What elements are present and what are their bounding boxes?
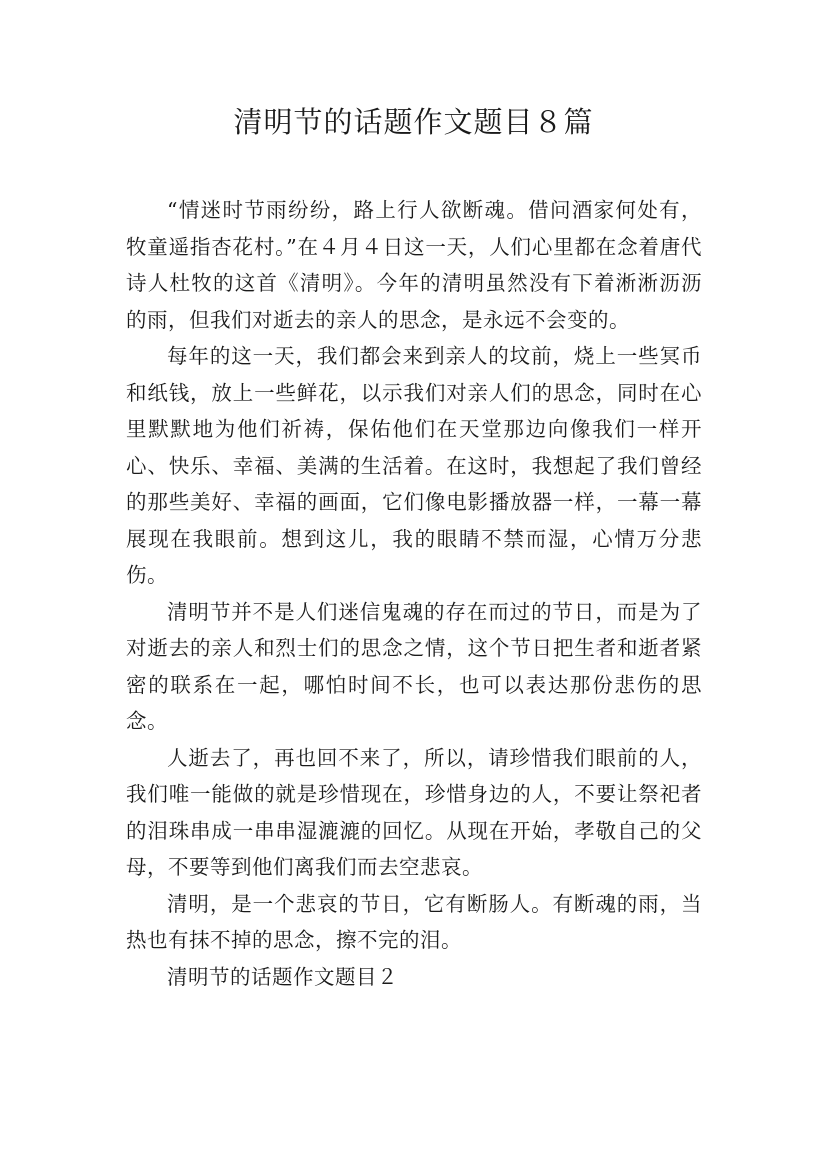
document-body: [126, 192, 702, 995]
document-title: 清明节的话题作文题目８篇: [233, 105, 594, 139]
paragraph: “情迷时节雨纷纷，路上行人欲断魂。借问酒家何处有，牧童遥指杏花村。”在４月４日这一天，人们心里都在念着唐代诗人杜牧的这首《清明》。今年的清明虽然没有下着淅淅沥沥的雨，但我们对逝去的亲人的思念，是永远不会变的。: [126, 198, 702, 332]
paragraph: 人逝去了，再也回不来了，所以，请珍惜我们眼前的人，我们唯一能做的就是珍惜现在，珍惜身边的人，不要让祭祀者的泪珠串成一串串湿漉漉的回忆。从现在开始，孝敬自己的父母，不要等到他们离我们而去空悲哀。: [126, 745, 702, 879]
paragraph: 清明节并不是人们迷信鬼魂的存在而过的节日，而是为了对逝去的亲人和烈士们的思念之情，这个节日把生者和逝者紧密的联系在一起，哪怕时间不长，也可以表达那份悲伤的思念。: [126, 599, 702, 733]
paragraph: 清明，是一个悲哀的节日，它有断肠人。有断魂的雨，当热也有抹不掉的思念，擦不完的泪。: [126, 891, 702, 952]
section-heading: 清明节的话题作文题目２: [167, 964, 398, 989]
paragraph: 每年的这一天，我们都会来到亲人的坟前，烧上一些冥币和纸钱，放上一些鲜花，以示我们对亲人们的思念，同时在心里默默地为他们祈祷，保佑他们在天堂那边向像我们一样开心、快乐、幸福、美满的生活着。在这时，我想起了我们曾经的那些美好、幸福的画面，它们像电影播放器一样，一幕一幕展现在我眼前。想到这儿，我的眼睛不禁而湿，心情万分悲伤。: [126, 344, 702, 587]
